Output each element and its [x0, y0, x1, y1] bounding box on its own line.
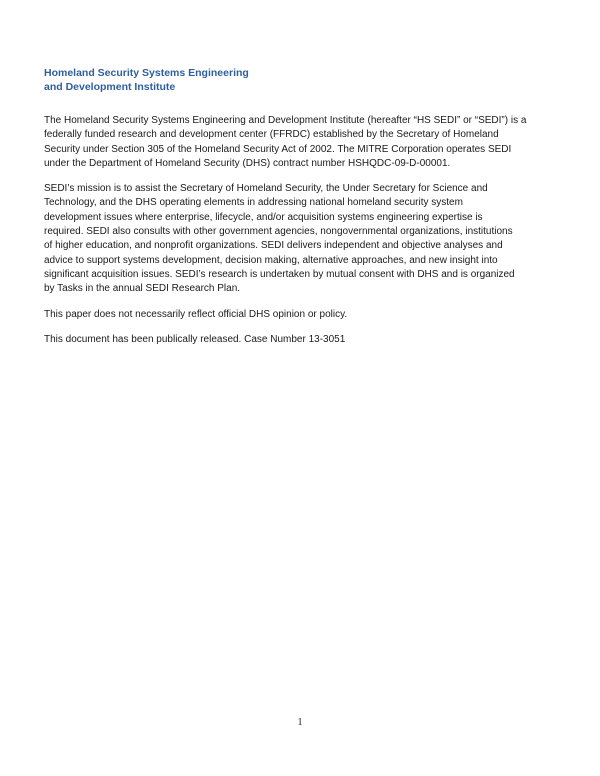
paragraph-about-sedi	[44, 114, 560, 171]
paragraph-line: significant acquisition issues. SEDI’s research is undertaken by mutual consent with DHS and is organized	[44, 268, 515, 280]
paragraph-line: required. SEDI also consults with other government agencies, nongovernmental organizations, institutions	[44, 226, 513, 238]
paragraph-mission	[44, 182, 560, 296]
paragraph-line: This document has been publically released. Case Number 13-3051	[44, 333, 346, 345]
body-text	[44, 114, 560, 358]
paragraph-release-notice	[44, 333, 560, 347]
paragraph-line: Technology, and the DHS operating elements in addressing national homeland security system	[44, 197, 463, 209]
paragraph-line: by Tasks in the annual SEDI Research Plan.	[44, 283, 241, 295]
paragraph-disclaimer	[44, 308, 560, 322]
page-number: 1	[297, 717, 303, 728]
paragraph-line: SEDI’s mission is to assist the Secretary of Homeland Security, the Under Secretary for Science and	[44, 183, 488, 195]
heading-line-1: Homeland Security Systems Engineering	[44, 67, 249, 79]
paragraph-line: federally funded research and development center (FFRDC) established by the Secretary of Homeland	[44, 129, 499, 141]
paragraph-line: advice to support systems development, decision making, alternative approaches, and new insight into	[44, 254, 498, 266]
document-heading	[44, 66, 344, 94]
paragraph-line: The Homeland Security Systems Engineering and Development Institute (hereafter “HS SEDI” or “SEDI”) is a	[44, 115, 527, 126]
heading-line-2: and Development Institute	[44, 81, 176, 93]
paragraph-line: of higher education, and nonprofit organizations. SEDI delivers independent and objective analyses and	[44, 240, 503, 252]
paragraph-line: This paper does not necessarily reflect official DHS opinion or policy.	[44, 308, 348, 320]
paragraph-line: development issues where enterprise, lifecycle, and/or acquisition systems engineering expertise is	[44, 211, 483, 223]
paragraph-line: under the Department of Homeland Security (DHS) contract number HSHQDC-09-D-00001.	[44, 157, 451, 169]
paragraph-line: Security under Section 305 of the Homeland Security Act of 2002. The MITRE Corporation operates SEDI	[44, 143, 512, 155]
